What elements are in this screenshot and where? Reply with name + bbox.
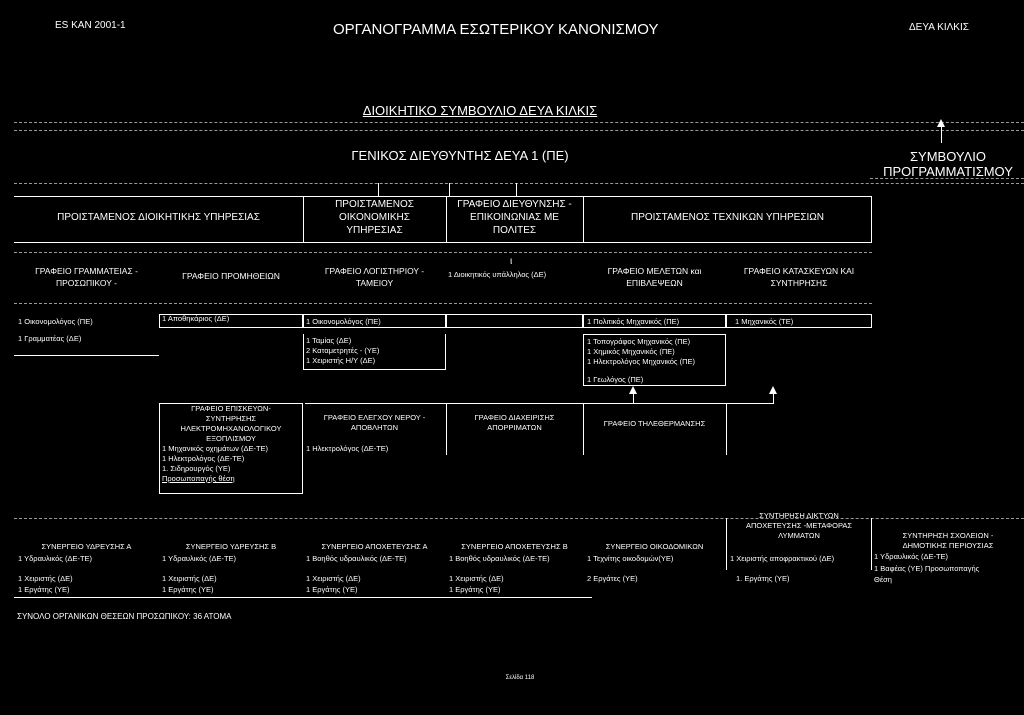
staff-item: Προσωποπαγής θέση <box>162 474 235 483</box>
staff-item: 1. Σιδηρουργός (ΥΕ) <box>162 464 231 473</box>
head-econ: ΠΡΟΙΣΤΑΜΕΝΟΣ <box>335 199 414 210</box>
crew-staff: 1 Υδραυλικός (ΔΕ-ΤΕ) <box>18 554 93 563</box>
staff-item: 1 Ηλεκτρολόγος (ΔΕ-ΤΕ) <box>306 444 389 453</box>
crew-staff: 1 Εργάτης (ΥΕ) <box>306 585 358 594</box>
staff-item: 1 Οικονομολόγος (ΠΕ) <box>306 317 381 326</box>
office-accounting: ΓΡΑΦΕΙΟ ΛΟΓΙΣΤΗΡΙΟΥ - <box>324 266 425 276</box>
crew-staff: 1 Βαφέας (ΥΕ) Προσωποπαγής <box>874 564 980 573</box>
staff-item: 2 Καταμετρητές - (ΥΕ) <box>306 346 380 355</box>
crew-staff: 1 Τεχνίτης οικοδομών(ΥΕ) <box>587 554 674 563</box>
staff-item: 1 Μηχανικός (ΤΕ) <box>735 317 794 326</box>
divider-line <box>14 597 592 598</box>
office-studies: ΓΡΑΦΕΙΟ ΜΕΛΕΤΩΝ και <box>607 266 702 276</box>
staff-item: 1 Ηλεκτρολόγος (ΔΕ-ΤΕ) <box>162 454 245 463</box>
council-label: ΣΥΜΒΟΥΛΙΟ <box>909 149 986 164</box>
office-procurement: ΓΡΑΦΕΙΟ ΠΡΟΜΗΘΕΙΩΝ <box>182 271 280 281</box>
crew-staff: 1 Χειριστής (ΔΕ) <box>449 574 504 583</box>
crew-title: ΣΥΝΕΡΓΕΙΟ ΑΠΟΧΕΤΕΥΣΗΣ Β <box>461 542 568 551</box>
crew-staff: 1 Χειριστής (ΔΕ) <box>162 574 217 583</box>
office-waste-line2: ΑΠΟΡΡΙΜΑΤΩΝ <box>487 423 542 432</box>
total-positions: ΣΥΝΟΛΟ ΟΡΓΑΝΙΚΩΝ ΘΕΣΕΩΝ ΠΡΟΣΩΠΙΚΟΥ: 36 ΑΤΟΜΑ <box>17 612 232 621</box>
office-repairs-line3: ΗΛΕΚΤΡΟΜΗΧΑΝΟΛΟΓΙΚΟΥ <box>180 424 282 433</box>
council-label-line2: ΠΡΟΓΡΑΜΜΑΤΙΣΜΟΥ <box>883 164 1013 179</box>
crew-title: ΣΥΝΕΡΓΕΙΟ ΑΠΟΧΕΤΕΥΣΗΣ Α <box>321 542 428 551</box>
head-econ-line2: ΟΙΚΟΝΟΜΙΚΗΣ <box>339 212 410 223</box>
organization-name: ΔΕΥΑ ΚΙΛΚΙΣ <box>909 22 969 33</box>
crew-title-line2: ΑΠΟΧΕΤΕΥΣΗΣ -ΜΕΤΑΦΟΡΑΣ <box>745 521 853 530</box>
office-secretariat-line2: ΠΡΟΣΩΠΙΚΟΥ - <box>56 278 117 288</box>
office-repairs-line2: ΣΥΝΤΗΡΗΣΗΣ <box>205 414 257 423</box>
connector-line <box>516 183 517 197</box>
crew-title: ΣΥΝΤΗΡΗΣΗ ΔΙΚΤΥΩΝ <box>759 511 839 520</box>
staff-item: 1 Χημικός Μηχανικός (ΠΕ) <box>587 347 675 356</box>
crew-title: ΣΥΝΕΡΓΕΙΟ ΥΔΡΕΥΣΗΣ Β <box>185 542 277 551</box>
crew-title: ΣΥΝΕΡΓΕΙΟ ΥΔΡΕΥΣΗΣ Α <box>41 542 132 551</box>
office-telecontrol: ΓΡΑΦΕΙΟ ΤΗΛΕΘΕΡΜΑΝΣΗΣ <box>603 419 706 428</box>
divider-line <box>14 355 159 356</box>
office-waste: ΓΡΑΦΕΙΟ ΔΙΑΧΕΙΡΙΣΗΣ <box>474 413 555 422</box>
crew-staff: 1 Υδραυλικός (ΔΕ-ΤΕ) <box>162 554 237 563</box>
arrow-up-icon <box>937 119 945 127</box>
general-manager-label: ΓΕΝΙΚΟΣ ΔΙΕΥΘΥΝΤΗΣ ΔΕΥΑ 1 (ΠΕ) <box>351 148 569 163</box>
crew-staff: 1. Εργάτης (ΥΕ) <box>736 574 790 583</box>
staff-item: 1 Γραμματέας (ΔΕ) <box>18 334 82 343</box>
connector-line <box>378 183 379 197</box>
mark-glyph: ι <box>510 256 513 267</box>
divider-line <box>14 130 1024 131</box>
office-comm-staff: 1 Διοικητικός υπάλληλος (ΔΕ) <box>448 270 547 279</box>
doc-code: ES KAN 2001-1 <box>55 20 126 31</box>
staff-item: 1 Μηχανικός οχημάτων (ΔΕ-ΤΕ) <box>162 444 269 453</box>
crew-staff: 1 Εργάτης (ΥΕ) <box>18 585 70 594</box>
office-repairs-line4: ΕΞΟΠΛΙΣΜΟΥ <box>206 434 256 443</box>
staff-item: 1 Πολιτικός Μηχανικός (ΠΕ) <box>587 317 680 326</box>
page-number: Σελίδα 118 <box>505 675 535 681</box>
connector-line <box>941 127 942 143</box>
staff-item: 1 Ηλεκτρολόγος Μηχανικός (ΠΕ) <box>587 357 696 366</box>
staff-item: 1 Χειριστής Η/Υ (ΔΕ) <box>306 356 376 365</box>
crew-staff: 2 Εργάτες (ΥΕ) <box>587 574 638 583</box>
divider-line <box>14 252 872 253</box>
head-comm-line3: ΠΟΛΙΤΕΣ <box>492 225 537 236</box>
staff-item: 1 Αποθηκάριος (ΔΕ) <box>162 314 230 323</box>
divider-line <box>14 183 1024 184</box>
crew-staff: 1 Χειριστής αποφρακτικού (ΔΕ) <box>730 554 835 563</box>
staff-item: 1 Ταμίας (ΔΕ) <box>306 336 352 345</box>
page-title: ΟΡΓΑΝΟΓΡΑΜΜΑ ΕΣΩΤΕΡΙΚΟΥ ΚΑΝΟΝΙΣΜΟΥ <box>333 21 659 38</box>
divider-line <box>583 403 584 455</box>
divider-line <box>14 518 1024 519</box>
crew-title: ΣΥΝΤΗΡΗΣΗ ΣΧΟΛΕΙΩΝ - <box>902 531 994 540</box>
crew-staff: 1 Βοηθός υδραυλικός (ΔΕ-ΤΕ) <box>449 554 550 563</box>
staff-cell <box>446 314 583 328</box>
divider-line <box>14 122 1024 123</box>
connector-line <box>773 394 774 404</box>
office-quality-line2: ΑΠΟΒΛΗΤΩΝ <box>350 423 399 432</box>
crew-staff: 1 Εργάτης (ΥΕ) <box>449 585 501 594</box>
head-tech: ΠΡΟΙΣΤΑΜΕΝΟΣ ΤΕΧΝΙΚΩΝ ΥΠΗΡΕΣΙΩΝ <box>631 212 824 223</box>
crew-staff: 1 Χειριστής (ΔΕ) <box>306 574 361 583</box>
office-accounting-line2: ΤΑΜΕΙΟΥ <box>355 278 394 288</box>
head-comm-line2: ΕΠΙΚΟΙΝΩΝΙΑΣ ΜΕ <box>470 212 559 223</box>
crew-title-line2: ΔΗΜΟΤΙΚΗΣ ΠΕΡΙΟΥΣΙΑΣ <box>902 541 994 550</box>
office-quality: ΓΡΑΦΕΙΟ ΕΛΕΓΧΟΥ ΝΕΡΟΥ - <box>323 413 426 422</box>
staff-item: 1 Οικονομολόγος (ΠΕ) <box>18 317 93 326</box>
staff-item: 1 Τοπογράφος Μηχανικός (ΠΕ) <box>587 337 691 346</box>
head-econ-line3: ΥΠΗΡΕΣΙΑΣ <box>346 225 403 236</box>
office-construction: ΓΡΑΦΕΙΟ ΚΑΤΑΣΚΕΥΩΝ ΚΑΙ <box>743 266 855 276</box>
crew-staff: 1 Βοηθός υδραυλικός (ΔΕ-ΤΕ) <box>306 554 407 563</box>
arrow-up-icon <box>629 386 637 394</box>
divider-line <box>726 403 727 455</box>
crew-staff: 1 Χειριστής (ΔΕ) <box>18 574 73 583</box>
crew-title: ΣΥΝΕΡΓΕΙΟ ΟΙΚΟΔΟΜΙΚΩΝ <box>605 542 704 551</box>
office-secretariat: ΓΡΑΦΕΙΟ ΓΡΑΜΜΑΤΕΙΑΣ - <box>35 266 138 276</box>
staff-item: 1 Γεωλόγος (ΠΕ) <box>587 375 644 384</box>
crew-title-line3: ΛΥΜΜΑΤΩΝ <box>778 531 820 540</box>
divider-line <box>870 178 1024 179</box>
crew-staff: Θέση <box>874 575 892 584</box>
office-repairs: ΓΡΑΦΕΙΟ ΕΠΙΣΚΕΥΩΝ- <box>191 404 271 413</box>
arrow-up-icon <box>769 386 777 394</box>
office-studies-line2: ΕΠΙΒΛΕΨΕΩΝ <box>626 278 683 288</box>
head-comm: ΓΡΑΦΕΙΟ ΔΙΕΥΘΥΝΣΗΣ - <box>457 199 572 210</box>
connector-line <box>449 183 450 197</box>
head-admin: ΠΡΟΙΣΤΑΜΕΝΟΣ ΔΙΟΙΚΗΤΙΚΗΣ ΥΠΗΡΕΣΙΑΣ <box>57 212 260 223</box>
office-construction-line2: ΣΥΝΤΗΡΗΣΗΣ <box>770 278 828 288</box>
crew-staff: 1 Εργάτης (ΥΕ) <box>162 585 214 594</box>
connector-line <box>305 403 773 404</box>
crew-staff: 1 Υδραυλικός (ΔΕ-ΤΕ) <box>874 552 949 561</box>
divider-line <box>14 303 872 304</box>
board-label: ΔΙΟΙΚΗΤΙΚΟ ΣΥΜΒΟΥΛΙΟ ΔΕΥΑ ΚΙΛΚΙΣ <box>362 103 598 118</box>
